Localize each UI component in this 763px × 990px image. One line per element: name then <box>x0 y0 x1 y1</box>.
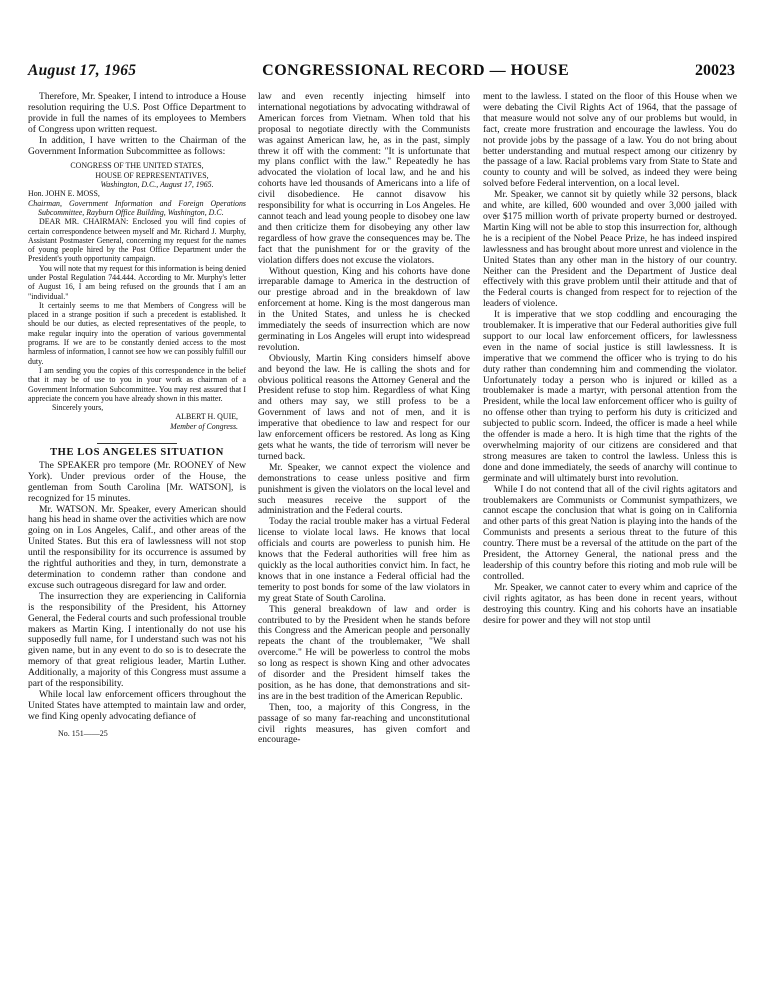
column-2 <box>258 92 470 976</box>
paragraph: Mr. Speaker, we cannot expect the violence and demonstrations to cease unless positive and firm punishment is given the violators on the local level and such measures receive the support of the administration and the Federal courts. <box>258 461 470 517</box>
letter-addressee: Hon. JOHN E. MOSS, <box>28 189 100 199</box>
paragraph: It is imperative that we stop coddling and encouraging the troublemaker. It is imperative that our Federal authorities give full support to our local law enforcement officers, for lawlessness even in the name of social justice is still lawlessness. It is imperative that we commend the officer who is trying to do his duty rather than condemning him and commending the violator. Unfortunately today a person who is injured or killed as a troublemaker is made a martyr, with personal attention from the President, while the local law enforcement officer who is guilty of no offense other than trying to perform his duty is criticized and subjected to public scorn. Indeed, the officer is made a heel while the offender is made a hero. It is high time that the rights of the overwhelming majority of our citizens are considered and that strong measures are taken to control the lawless. Unless this is done and done immediately, the seeds of anarchy will continue to germinate and will ultimately burst into revolution. <box>483 309 737 484</box>
letter-paragraph: It certainly seems to me that Members of Congress will be placed in a strange position if such a precedent is established. It should be our duties, as elected representatives of the people, to make regular inquiry into the operation of various governmental programs. If we are to be constantly denied access to the most harmless of information, I cannot see how we can possibly fulfill our duty. <box>28 300 246 366</box>
paragraph: Therefore, Mr. Speaker, I intend to introduce a House resolution requiring the U.S. Post Office Department to provide in full the names of its employees to Members of Congress upon written request. <box>28 92 246 135</box>
paragraph: Then, too, a majority of this Congress, in the passage of so many far-reaching and unconstitutional civil rights measures, has given comfort and encourage- <box>258 701 470 746</box>
paragraph: law and even recently injecting himself into international negotiations by advocating withdrawal of American forces from Vietnam. When told that his proposal to negotiate directly with the Communists was against American law, he, as in the past, simply threw it off with the comment: "It is unfortunate that my plans conflict with the law." Repeatedly he has advocated the violation of local law, and he and his cohorts have led thousands of Americans into a life of civil disobedience. He cannot disavow his responsibility for what is occurring in Los Angeles. He cannot teach and lead young people to disobey one law and then criticize them for disobeying any other law regardless of how grave the consequences may be. The fact that the punishment for or the gravity of the violation differs does not excuse the violators. <box>258 92 470 266</box>
section-title: THE LOS ANGELES SITUATION <box>50 447 224 459</box>
paragraph: In addition, I have written to the Chairman of the Government Information Subcommittee as follows: <box>28 134 246 157</box>
letter-paragraph: DEAR MR. CHAIRMAN: Enclosed you will find copies of certain correspondence between myself and Mr. Richard J. Murphy, Assistant Postmaster General, concerning my request for the names of young people hired by the Post Office Department under the President's youth opportunity campaign. <box>28 217 246 264</box>
column-1 <box>28 92 246 976</box>
paragraph: While local law enforcement officers throughout the United States have attempted to maintain law and order, we find King openly advocating defiance of <box>28 688 246 722</box>
letter-closing: Sincerely yours, <box>52 403 104 413</box>
paragraph: While I do not contend that all of the civil rights agitators and troublemakers are Communists or Communist sympathizers, we cannot escape the conclusion that what is going on in California and other parts of this great Nation is playing into the hands of the Communists and presents a serious threat to the future of this country. There must be a reversal of the attitude on the part of the President, the Attorney General, the national press and the leadership of this country before this rioting and mob rule will be controlled. <box>483 483 737 582</box>
paragraph: Without question, King and his cohorts have done irreparable damage to America in the destruction of our prestige abroad and in the breakdown of law enforcement at home. King is the most dangerous man in the United States, and unless he is checked immediately the seeds of insurrection which are now germinating in Los Angeles will erupt into widespread revolution. <box>258 265 470 353</box>
letter-paragraph: You will note that my request for this information is being denied under Postal Regulation 744.444. According to Mr. Murphy's letter of August 16, I am being refused on the grounds that I am an "individual." <box>28 263 246 301</box>
paragraph: The SPEAKER pro tempore (Mr. ROONEY of New York). Under previous order of the House, the gentleman from South Carolina [Mr. WATSON], is recognized for 15 minutes. <box>28 459 246 504</box>
letter-signature-name: ALBERT H. QUIE, <box>175 412 238 422</box>
paragraph: This general breakdown of law and order is contributed to by the President when he stands before this Congress and the American people and personally repeats the chant of the troublemaker, "We shall overcome." He will be powerless to control the mobs so long as respect is shown King and other advocates of disorder and the President himself takes the position, as he has done, that demonstrations and sit-ins are in the best tradition of the American Republic. <box>258 603 470 702</box>
paragraph: Obviously, Martin King considers himself above and beyond the law. He is calling the shots and for obvious political reasons the Attorney General and the President refuse to stop him. Regardless of what King and others may say, we still profess to be a Government of laws and not of men, and it is imperative that obedience to law and respect for our law enforcement officers be restored. As long as King gets what he wants, the tide of terrorism will never be turned back. <box>258 352 470 462</box>
letter-head-line: HOUSE OF REPRESENTATIVES, <box>95 170 209 180</box>
paragraph: Today the racial trouble maker has a virtual Federal license to violate local laws. He knows that local officials and courts are powerless to punish him. He knows that the Federal authorities will free him as quickly as the local authorities convict him. In fact, he knows that in one instance a Federal official had the temerity to post bonds for some of the law violators in my great State of South Carolina. <box>258 516 470 604</box>
letter-paragraph: I am sending you the copies of this correspondence in the belief that it may be of use to you in your work as chairman of a Government Information Subcommittee. You may rest assured that I appreciate the concern you have already shown in this matter. <box>28 365 246 403</box>
section-divider <box>97 443 177 444</box>
letter-head-line: CONGRESS OF THE UNITED STATES, <box>70 161 204 171</box>
letter-dateline: Washington, D.C., August 17, 1965. <box>100 180 214 190</box>
header-page-number: 20023 <box>695 62 735 79</box>
paragraph: Mr. Speaker, we cannot cater to every whim and caprice of the civil rights agitator, as has been done in recent years, without destroying this country. King and his cohorts have an insatiable desire for power and they will not stop until <box>483 581 737 626</box>
paragraph: ment to the lawless. I stated on the floor of this House when we were debating the Civil Rights Act of 1964, that the passage of that measure would not solve any of our problems but would, in fact, create more frustration and encourage the lawless. You do not provide jobs by the passage of a law. You do not bring about better understanding and mutual respect among our citizenry by the passage of a law. Racial problems vary from State to State and county to county and will be solved, as indeed they were being solved before Federal intervention, on a local level. <box>483 92 737 190</box>
paragraph: The insurrection they are experiencing in California is the responsibility of the President, his Attorney General, the Federal courts and such professional trouble makers as Martin King. I intentionally do not use his supposedly full name, for I understand such was not his given name, but in any event to do so is to desecrate the memory of that great religious leader, Martin Luther. Additionally, a majority of this Congress must assume a part of the responsibility. <box>28 590 246 690</box>
page-header <box>28 62 735 86</box>
letter-heading <box>28 161 246 189</box>
letter-addressee-title: Chairman, Government Information and Foreign Operations Subcommittee, Rayburn Office Building, Washington, D.C. <box>28 198 246 217</box>
header-title: CONGRESSIONAL RECORD — HOUSE <box>262 62 570 79</box>
paragraph: Mr. WATSON. Mr. Speaker, every American should hang his head in shame over the activities which are now going on in Los Angeles, Calif., and other areas of the United States. But this era of lawlessness will not stop until the responsibility for its occurrence is assumed by the rightful authorities and they, in turn, demonstrate a determination to condemn rather than condone and excuse such outrageous disregard for law and order. <box>28 503 246 591</box>
letter-body <box>28 189 246 431</box>
issue-number: No. 151——25 <box>58 728 108 738</box>
header-date: August 17, 1965 <box>28 62 137 79</box>
paragraph: Mr. Speaker, we cannot sit by quietly while 32 persons, black and white, are killed, 600 wounded and over 3,000 jailed with over $175 million worth of private property burned or destroyed. Martin King will not be able to stop this insurrection for, although he is a recipient of the Nobel Peace Prize, he has indeed inspired lawlessness and has brought about more unrest and violence in the United States than any other man in the history of our country. Neither can the President and the Department of Justice deal effectively with this grave problem until their attitude and that of the Federal courts is changed from respect for to rejection of the leaders of violence. <box>483 189 737 310</box>
letter-signature-title: Member of Congress. <box>170 421 238 431</box>
column-3 <box>483 92 737 976</box>
